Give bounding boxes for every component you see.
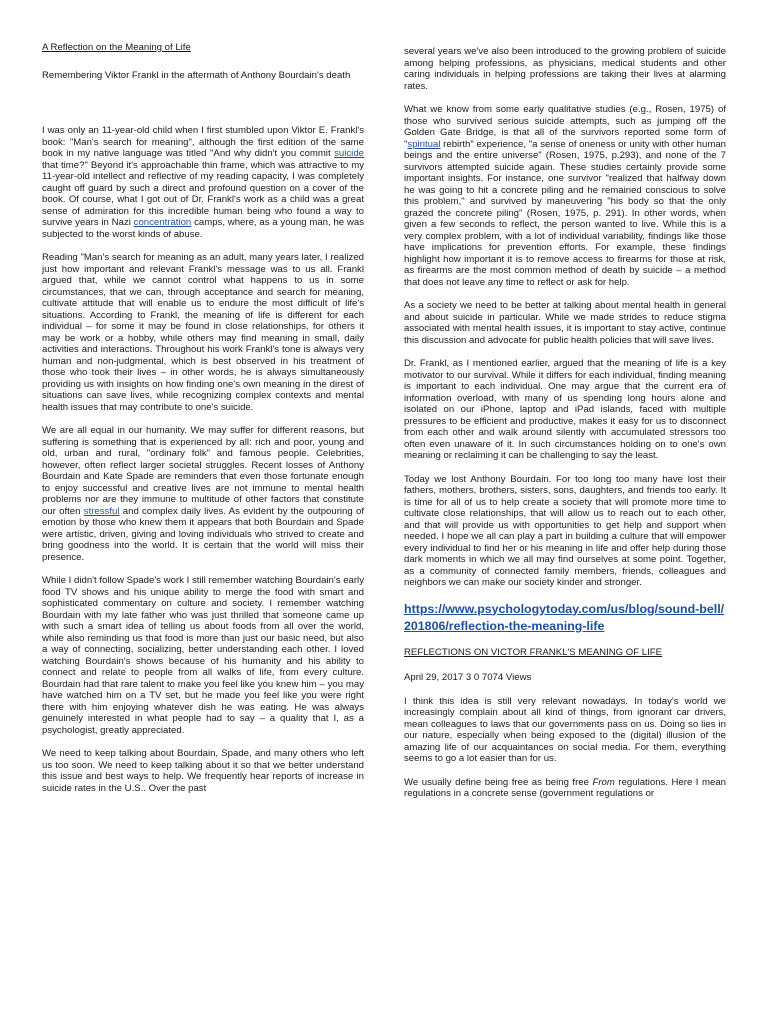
paragraph-9: Dr. Frankl, as I mentioned earlier, argued that the meaning of life is a key motivator to our survival. While it differs for each individual, finding meaning is important to each individual. One may argue that the current era of information overload, with many of us spending long hours alone and isolated on our iPhone, laptop and iPad islands, faced with multiple pressures to be efficient and productive, makes it easy for us to disconnect from each other and walk around silently with accumulated stressors too often even unaware of it. In such circumstances holding on to one's own meaning or reclaiming it can be challenging to say the least. [404, 358, 726, 461]
source-url-link[interactable]: https://www.psychologytoday.com/us/blog/sound-bell/201806/reflection-the-meaning-life [404, 601, 725, 633]
paragraph-3: We are all equal in our humanity. We may suffer for different reasons, but suffering is something that is experienced by all: rich and poor, young and old, urban and rural, "ordinary folk" and famous people. Celebrities, however, often reflect larger societal struggles. Recent losses of Anthony Bourdain and Kate Spade are reminders that even those fortunate enough to enjoy successful and creative lives are not immune to mental health problems nor are they immune to multitude of other factors that constitute our often stressful and complex daily lives. As evident by the outpouring of emotion by those who knew them it appears that both Bourdain and Spade were artistic, driven, giving and loving individuals who strived to create and bring goodness into the world. It is certain that the world will miss their presence. [42, 425, 364, 563]
paragraph-8: As a society we need to be better at talking about mental health in general and about suicide in particular. While we made strides to reduce stigma associated with mental health issues, it is important to stay active, continue this discussion and advocate for public health policies that will save lives. [404, 300, 726, 346]
second-article-heading: REFLECTIONS ON VICTOR FRANKL'S MEANING OF LIFE [404, 646, 663, 658]
link-concentration[interactable]: concentration [133, 217, 192, 228]
link-suicide[interactable]: suicide [334, 148, 364, 159]
left-column [42, 42, 364, 806]
link-spiritual[interactable]: spiritual [407, 138, 441, 150]
paragraph-1: I was only an 11-year-old child when I first stumbled upon Viktor E. Frankl's book: "Man's search for meaning", although the first edition of the same book in my native language was titled "And why didn't you commit suicide that time?" Beyond it's approachable thin frame, which was attractive to my 11-year-old intellect and reflective of my reading capacity, I was completely caught off guard by such a direct and profound question on a cover of the book. Of course, what I got out of Dr. Frankl's work as a child was a great sense of admiration for this incredible human being who found a way to survive years in Nazi concentration camps, where, as a young man, he was subjected to the worst kinds of abuse. [42, 125, 364, 240]
link-stressful[interactable]: stressful [83, 505, 120, 517]
second-paragraph-2: We usually define being free as being free From regulations. Here I mean regulations in a concrete sense (government regulations or [404, 776, 726, 799]
paragraph-7: What we know from some early qualitative studies (e.g., Rosen, 1975) of those who survived serious suicide attempts, such as jumping off the Golden Gate Bridge, is that all of the survivors reported some form of "spiritual rebirth" experience, "a sense of oneness or unity with other human beings and the entire universe" (Rosen, 1975, p.293), and none of the 7 survivors attempted suicide again. These studies certainly provide some important insights. For instance, one survivor "realized that halfway down he was going to hit a concrete piling and he remained conscious to solve this problem," and survived by maneuvering "his body so that the only grazed the concrete piling" (Rosen, 1975, p. 291). In other words, when given a few seconds to reflect, the person wanted to live. While this is a very complex problem, with a lot of individual variability, findings like those have implications for prevention efforts. For example, these findings highlight how important it is to remove access to firearms for those at risk, as firearms are the most common method of death by suicide – a method that does not leave any time to reflect or ask for help. [404, 104, 726, 288]
paragraph-2: Reading "Man's search for meaning as an adult, many years later, I realized just how important and relevant Frankl's message was to us all. Frankl argued that, while we cannot control what happens to us in some circumstances, that we can, through acceptance and search for meaning, cultivate attitude that will enable us to endure the most difficult of life's situations. According to Frankl, the meaning of life is different for each individual – for some it may be found in close relationships, for others it may be work or a hobby, while others may find meaning in small, daily activities and interactions. Throughout his work Frankl's tone is always very human and non-judgmental, which is best observed in his treatment of those who took their lives – in other words, he is always simultaneously providing us with insights on how finding one's own meaning in the direst of situations can save lives, while recognizing complex contexts and mental health issues that may contribute to one's suicide. [42, 252, 364, 413]
paragraph-4: While I didn't follow Spade's work I still remember watching Bourdain's early food TV shows and his unique ability to merge the food with smart and sophisticated commentary on culture and society. I remember watching Bourdain with my late father who was just thrilled that someone came up with such a smart idea of telling us about foods from all over the world, while also reminding us that food is more than just our basic need, but also a way of connecting, socializing, better understanding each other. I loved watching Bourdain's shows because of his humanity and his ability to connect and relate to people from all walks of life, from every culture. Bourdain had that rare talent to make you feel like you knew him – you may have watched him on a TV set, but he made you feel like you were right there with him enjoying whatever dish he was eating. He was always genuinely interested in what people had to say – a quality that I, as a psychologist, greatly appreciated. [42, 575, 364, 736]
emphasis-from: From [592, 776, 615, 788]
paragraph-6: several years we've also been introduced to the growing problem of suicide among helping professions, as physicians, medical students and other caring individuals in helping professions are taking their lives at alarming rates. [404, 46, 726, 92]
paragraph-5: We need to keep talking about Bourdain, Spade, and many others who left us too soon. We need to keep talking about it so that we better understand this issue and best ways to help. We frequently hear reports of increase in suicide rates in the U.S.. Over the past [42, 748, 364, 794]
second-paragraph-1: I think this idea is still very relevant nowadays. In today's world we increasingly complain about all kind of things, from ignorant car drivers, mean colleagues to laws that our governments pass on us. Doing so lies in our nature, especially when being exposed to the (digital) illusion of the amazing life of our acquaintances on social media. For them, everything seems to go a lot easier than for us. [404, 695, 726, 764]
article-title: A Reflection on the Meaning of Life [42, 42, 191, 53]
article-subtitle: Remembering Viktor Frankl in the aftermath of Anthony Bourdain's death [42, 69, 351, 81]
right-column [404, 46, 726, 812]
paragraph-10: Today we lost Anthony Bourdain. For too long too many have lost their fathers, mothers, brothers, sisters, sons, daughters, and friends too early. It is time for all of us to help create a society that will promote more time to cultivate close relationships, that will allow us to reach out to each other, and that will provide us with opportunities to get help and support when needed. I hope we all can play a part in building a culture that will empower every individual to find her or his meaning in life and offer help during those dark moments in which we all may find ourselves at some point. Together, as a community of connected family members, friends, colleagues and neighbors we can make our society kinder and stronger. [404, 473, 726, 588]
second-article-meta: April 29, 2017 3 0 7074 Views [404, 672, 532, 683]
